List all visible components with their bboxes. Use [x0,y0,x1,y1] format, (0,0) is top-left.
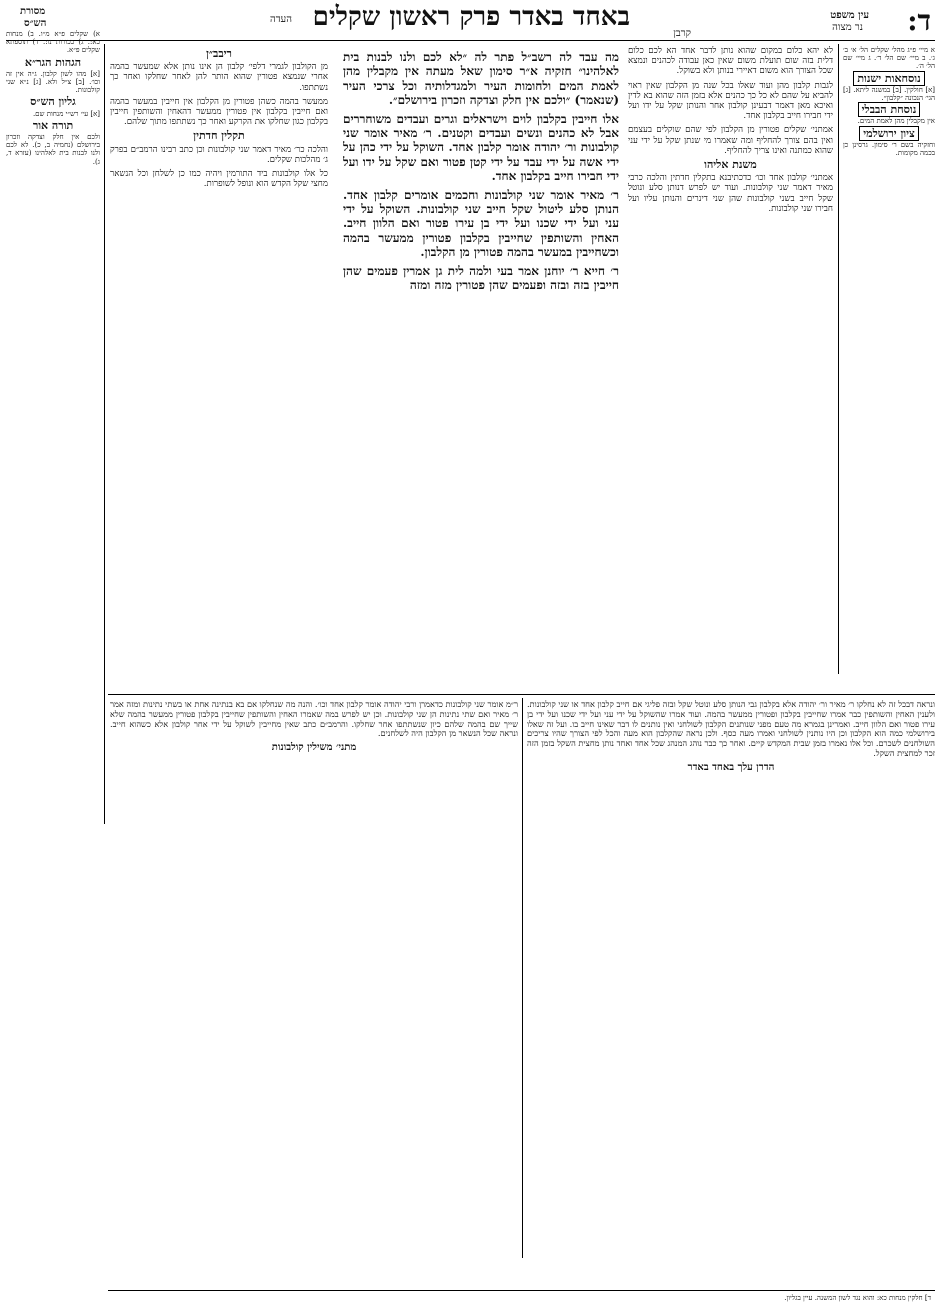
bottom-commentary-left-text: ר״מ אומר שני קולבונות כדאמרן ורבי יהודה אומר קלבון אחד וכו׳. והנה מה שנחלקו אם בא בנתינה אחת או בשתי נתינות ומזה אמר ר׳ מאיר ואם שתי נתינות הן שני קולבונות. וכן יש לפרש במה שאמרו האחין והשותפין שחייבין בקלבון פטורין ממעשר בהמה שלא שייך שם בהמה שלהם כיון שנשתתפו אחר שחלקו. והרמב״ם כתב שאין מחייבין לשוקל על ידי אחר קולבון אלא כשהוא חייב. ונראה שכל הנשאר מן הקלבון היה לשלחנים. [110,700,518,739]
nuschaot-title: נוסחאות ישנות [853,71,924,86]
main-text-p2: אלו חייבין בקלבון לוים וישראלים וגרים ועבדים משוחררים אבל לא כהנים ונשים ועבדים וקטנים. ר׳ מאיר אומר שני קולבונות ור׳ יהודה אומר קלבון אחד. השוקל על ידי כהן על ידי אשה על ידי עבד על ידי קטן פטור ואם שקל על ידו ועל ידי חבירו חייב בקלבון אחד. [343,111,619,184]
tziun-text: וחזקיה בשם ר׳ סימון. גרסינן כן בכמה מקומות. [843,140,935,158]
mesoret-label: מסורת [20,6,46,17]
left-commentary [110,46,328,686]
left-commentary-p4: כל אלו קולבונות ביד התורמין ויהיה כמו כן לשלחן וכל הנשאר מחצי שקל הקדש הוא ונופל לשופרות. [110,169,328,190]
right-commentary-p2: לגבות קלבון מהן ועוד שאלו בכל שנה מן הקלבון שאין ראוי להביא על שהם לא כל כך כהנים אלא בזמן הזה שהוא בא לדין ואיכא מאן דאמר דבעינן קולבון אחר והנותן שקל על ידו ועל ידי חבירו חייב בקלבון אחד. [628,80,833,122]
right-margin-column [843,46,935,666]
bottom-center-divider [522,698,523,1258]
nusach-habavli-heading [843,103,935,117]
ner-mitzva-label: נר מצוה [832,22,863,33]
mesoret-text: א) שקלים פ״א מ״ו. ב) מנחות כא:. ג) בכורות נו:. ד) תוספתא שקלים פ״א. [6,30,100,55]
nuschaot-heading [843,71,935,85]
hadran-line: הדרן עלך באחד באדר [687,761,775,773]
left-commentary-p1: מן הקולבון לגמרי דלפי׳ קלבון הן אינו נותן אלא שמעשר בהמה אחרי שנמצא פטורין שהוא הותר להן לאחר שחלקו ואחר כך נשתתפו. [110,62,328,93]
right-commentary-p1: לא יהא כלום במקום שהוא נותן לדבר אחד הא לכם כלום דלית בזה שום תועלת משום שאין כאן עבודה לכהנים ונמצא שכל הצורך הוא משום דאיירי בנותן ולא בשוקל. [628,46,833,77]
nusach-habavli-title: נוסחת הבבלי [858,102,921,117]
right-commentary-p3: אמתני׳ שקלים פטורין מן הקלבון לפי שהם שוקלים בעצמם ואין בהם צורך להחליף ומה שאמרו מי שנתן שקל על ידי עני שהוא כמתנה ואינו צריך להחליף. [628,125,833,156]
mishnat-eliyahu-text: אמתני׳ קולבון אחד וכו׳ כדכתיבנא בתקלין חדתין והלכה כרבי מאיר דאמר שני קולבונות. ועוד יש לפרש דנותן סלע ונוטל שקל חייב בשני קולבונות שהן שני דינרים והנותן עליו ועל חבירו שני קולבונות. [628,173,833,214]
hashas-label: הש״ס [24,18,47,29]
ein-mishpat-label: עין משפט [830,10,869,21]
next-mishna-line: מתני׳ משילין קולבונות [271,742,357,754]
left-commentary-p2: ממעשר בהמה כשהן פטורין מן הקלבון אין חייבין במעשר בהמה ואם חייבין בקלבון אין פטורין ממעשר דהאחין והשותפין חייבין בקלבון כגון שחלקו את הקרקע ואחר כך נשתתפו מתוך שלהם. [110,96,328,128]
tziun-heading [843,126,935,140]
korban-label: קרבן [673,28,691,39]
nuschaot-text: [א] חולקין. [ב] במשנה ליתא. [ג] הגי׳ הנכונה ״קלבון״. [843,85,935,103]
main-text-p1: מה עבד לה רשב״ל פתר לה ״לא לכם ולנו לבנות בית לאלהינו״ חזקיה א״ר סימון שאל מעתה אין מקבלין מהן לאמת המים ולחומות העיר ולמגדלותיה וכל צרכי העיר (שנאמר) ״ולכם אין חלק וצדקה וזכרון בירושלם״. [343,50,619,108]
torah-or-heading: תורה אור [32,118,74,132]
right-margin-divider [838,44,839,674]
gilyon-text: [א] עי׳ רש״י מנחות שם. [32,109,100,118]
ribav-heading: ריבב״ן [206,47,232,60]
bottom-commentary-right-text: ונראה דבכל זה לא נחלקו ר׳ מאיר ור׳ יהודה אלא בקלבון גבי הנותן סלע ונוטל שקל ובזה פליגי אם חייב קלבון אחד או שני קולבונות. ולענין האחין והשותפין כבר אמרו שחייבין בקלבון ופטורין ממעשר בהמה. ועוד אמרו שהשוקל על ידי עני ועל ידי שכנו ועל ידי בן עירו פטור ואם הלוון חייב. ואמרינן בגמרא מה טעם מפני שנותנים הקלבון לשולחני ואין נותנים לו דבר שאינו חייב בו. ועל זה שאלו בירושלמי כמה הוא הקלבון וכן היו נותנין לשולחני ואמרו מעה כסף. ולכן נראה שהקלבון הוא מעה והכל לפי הצורך שהיו צריכים השולחנים לשכרם. וכל אלו נאמרו בזמן שבית המקדש קיים. ואחר כך כבר נוהג המנהג שכל אחד ואחד נותן מחצית השקל בזמן הזה זכר למחצית השקל. [527,700,935,758]
left-margin-divider [104,44,105,824]
left-margin-column [6,30,100,830]
gilyon-heading: גליון הש״ס [30,95,76,109]
bottom-commentary-right [527,700,935,1260]
torah-or-text: ולכם אין חלק וצדקה וזכרון בירושלם (נחמיה ב, כ). לא לכם ולנו לבנות בית לאלהינו (עזרא ד, ג). [6,133,100,166]
hagahot-text: [א] מהו לשון קלבון. ג״ה אין זה וכו׳. [ב] צ״ל ולא. [ג] נ״א שני קולבונות. [6,69,100,95]
tziun-title: ציון ירושלמי [859,126,919,141]
tiklin-heading: תקלין חדתין [193,129,245,143]
nusach-habavli-text: אין מקבלין מהן לאמת המים. [857,117,935,126]
right-commentary [628,46,833,686]
left-commentary-p3: והלכה כר׳ מאיר דאמר שני קולבונות וכן כתב רבינו הרמב״ם בפרק ג׳ מהלכות שקלים. [110,144,328,165]
haeda-label: העדה [270,14,292,25]
hagahot-heading: הגהות הגר״א [24,55,82,69]
running-title: באחד באדר פרק ראשון שקלים [312,2,630,32]
footer-rule [108,1290,935,1291]
main-text-p4: ר׳ חייא ר׳ יוחנן אמר בעי ולמה לית גן אמרין פעמים שהן חייבין בזה ובזה ופעמים שהן פטורין מזה ומזה [343,263,619,293]
main-text-column [343,50,619,690]
folio-number: ד: [907,4,931,37]
ein-mishpat-text: א מיי׳ פ״ג מהל׳ שקלים הל׳ א׳ ב׳ ג׳. ב מיי׳ שם הל׳ ד׳. ג מיי׳ שם הל׳ ה׳. [843,46,935,71]
bottom-rule [108,694,935,695]
header-rule [6,40,935,41]
mishnat-eliyahu-heading: משנת אליהו [704,158,757,172]
main-text-p3: ר׳ מאיר אומר שני קולבונות וחכמים אומרים קלבון אחד. הנותן סלע ליטול שקל חייב שני קולבונות. השוקל על ידי עני ועל ידי שכנו ועל ידי בן עירו פטור ואם הלוון חייב. האחין והשותפין שחייבין בקלבון פטורין ממעשר בהמה וכשחייבין במעשר בהמה פטורין מן הקלבון. [343,187,619,260]
footer-footnote: ד] חלקין מנחות כא: והוא נגד לשון המשנה. עיין בגליון. [784,1294,931,1302]
bottom-commentary-left [110,700,518,1260]
